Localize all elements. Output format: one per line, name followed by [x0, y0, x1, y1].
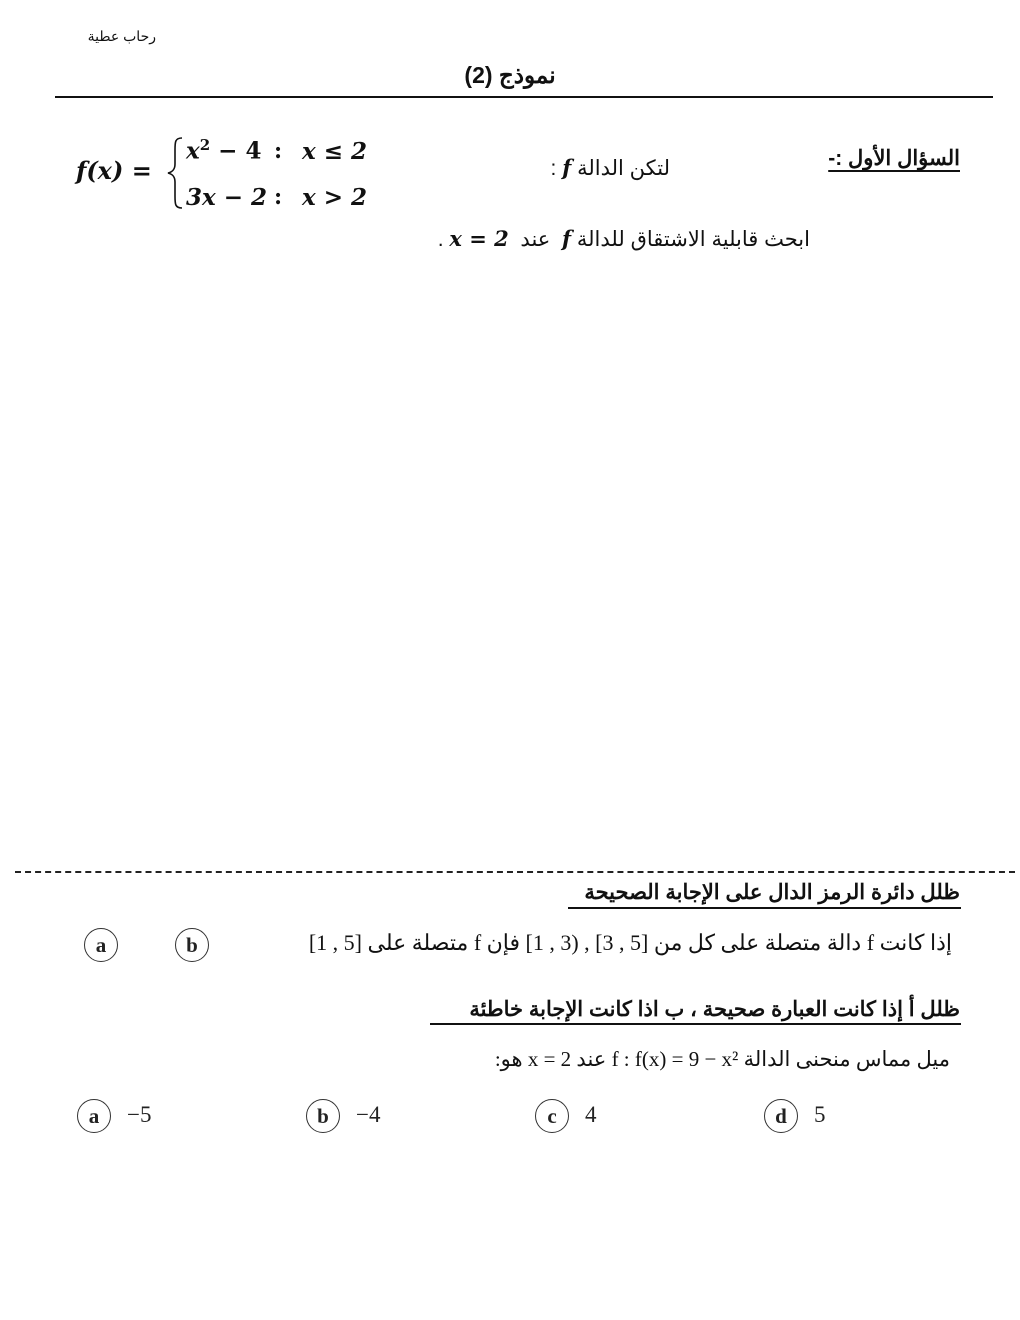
option-d-circle[interactable]: d — [764, 1099, 798, 1133]
question1-intro — [551, 155, 670, 181]
section2-heading: ظلل دائرة الرمز الدال على الإجابة الصحيحة — [584, 881, 960, 904]
case2-condition: x > 2 — [302, 184, 368, 211]
question1-task — [438, 226, 810, 252]
question1-heading: السؤال الأول :- — [828, 147, 960, 170]
author-name: رحاب عطية — [87, 28, 156, 44]
piecewise-function — [76, 136, 376, 216]
case-1 — [186, 136, 261, 165]
option-a-value: −5 — [127, 1102, 152, 1127]
intro-suffix: : — [550, 157, 557, 180]
case1-condition: x ≤ 2 — [302, 138, 368, 165]
intro-var: f — [562, 155, 572, 180]
case-2: 3x − 2 — [186, 184, 268, 211]
title-divider — [55, 96, 993, 98]
option-d-value: 5 — [814, 1102, 826, 1127]
function-lhs: f(x) = — [76, 156, 152, 185]
task-var: f — [561, 226, 572, 251]
task-end: . — [437, 228, 444, 251]
section-divider — [15, 871, 1015, 873]
case2-colon: : — [274, 184, 283, 210]
section3-heading: ظلل أ إذا كانت العبارة صحيحة ، ب اذا كانت الإجابة خاطئة — [469, 998, 960, 1021]
intro-prefix: لتكن الدالة — [577, 157, 670, 180]
section2-statement: إذا كانت f دالة متصلة على كل من [5 , 3] , (3 , 1] فإن f متصلة على [5 , 1] — [308, 930, 952, 955]
section2-heading-underline — [568, 907, 961, 909]
case1-colon: : — [274, 138, 283, 164]
case1-exponent: 2 — [199, 136, 211, 154]
option-b-circle[interactable]: b — [306, 1099, 340, 1133]
option-b-circle[interactable]: b — [175, 928, 209, 962]
task-point: x = 2 — [449, 226, 509, 251]
task-text: ابحث قابلية الاشتقاق للدالة — [576, 228, 810, 251]
case1-rest: − 4 — [210, 137, 262, 165]
left-brace-icon — [166, 136, 186, 210]
option-a-circle[interactable]: a — [84, 928, 118, 962]
option-b-value: −4 — [356, 1102, 381, 1127]
section3-heading-underline — [430, 1023, 961, 1025]
option-c-value: 4 — [585, 1102, 597, 1127]
section3-question: ميل مماس منحنى الدالة f : f(x) = 9 − x² عند x = 2 هو: — [494, 1047, 950, 1071]
case1-expr: x — [186, 137, 200, 165]
option-c-circle[interactable]: c — [535, 1099, 569, 1133]
task-at: عند — [520, 228, 551, 251]
option-a-circle[interactable]: a — [77, 1099, 111, 1133]
page-title: نموذج (2) — [464, 62, 556, 88]
